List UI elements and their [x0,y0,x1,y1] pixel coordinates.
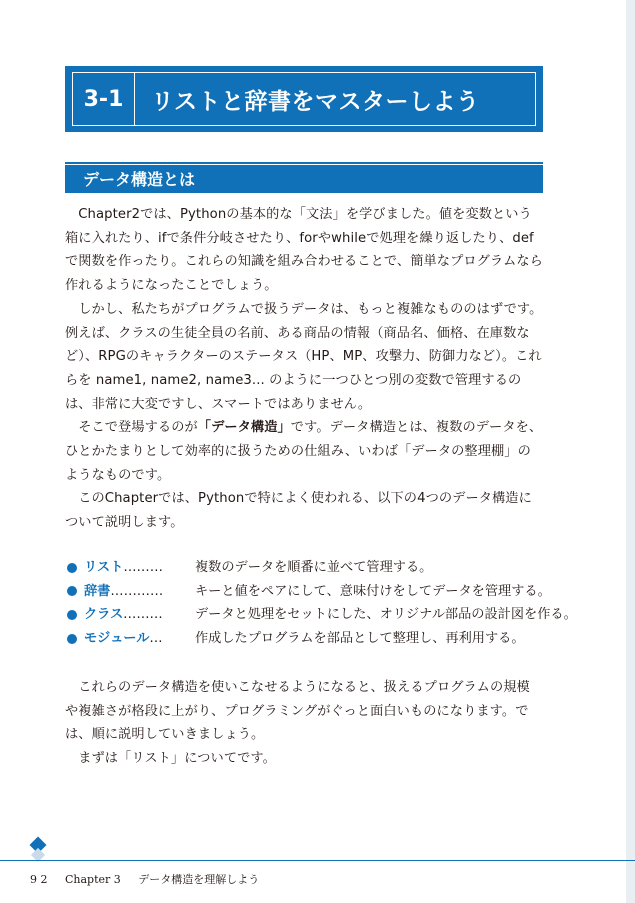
section-number: 3-1 [73,73,135,125]
footer-chapter: Chapter 3 [65,873,121,886]
paragraph: まずは「リスト」についてです。 [78,751,276,767]
leader-dots: ……… [123,607,163,623]
list-term: リスト [84,560,124,575]
running-footer [30,871,273,887]
leader-dots: ………… [110,583,164,599]
bullet-icon [67,610,77,620]
paragraph: しかし、私たちがプログラムで扱うデータは、もっと複雑なもののはずです。例えば、クラスの生徒全員の名前、ある商品の情報（商品名、価格、在庫数など）、RPGのキャラクターのステータス（HP、MP、攻撃力、防御力など）。これらを name1, name2, name3... のように一つひとつ別の変数で管理するのは、非常に大変ですし、スマートではありません。 [65,301,543,412]
section-header [65,66,543,132]
emphasis-term: 「データ構造」 [197,420,291,436]
closing-text [65,676,543,771]
list-item [67,627,543,651]
page-number: 9 2 [30,873,48,886]
paragraph-text: そこで登場するのが [78,420,198,436]
list-term: クラス [84,607,124,623]
footer-chapter-title: データ構造を理解しよう [138,873,260,886]
footer-rule [0,860,635,861]
leader-dots: ……… [123,560,163,575]
section-header-frame [72,72,536,126]
bullet-icon [67,563,77,573]
paragraph: Chapter2では、Pythonの基本的な「文法」を学びました。値を変数という箱に入れたり、ifで条件分岐させたり、forやwhileで処理を繰り返したり、defで関数を作ったり。これらの知識を組み合わせることで、簡単なプログラムなら作れるようになったことでしょう。 [65,207,543,294]
subheading-title: データ構造とは [83,170,196,189]
list-item [67,603,577,627]
bullet-icon [67,586,77,596]
page-edge [626,0,635,903]
list-description: キーと値をペアにして、意味付けをしてデータを管理する。 [195,583,551,599]
paragraph: これらのデータ構造を使いこなせるようになると、扱えるプログラムの規模や複雑さが格段に上がり、プログラミングがぐっと面白いものになります。では、順に説明していきましょう。 [65,680,530,743]
subheading-rule [65,164,543,165]
list-item [67,580,551,604]
intro-text [65,203,543,535]
list-item [67,556,543,580]
section-title: リストと辞書をマスターしよう [151,88,480,115]
bullet-icon [67,634,77,644]
data-structure-list [67,556,577,650]
list-term: 辞書 [84,583,111,599]
list-description: 作成したプログラムを部品として整理し、再利用する。 [195,630,525,646]
list-term: モジュール [84,630,150,646]
paragraph-text: です。データ構造とは、複数のデータを、ひとかたまりとして効率的に扱うための仕組み、いわば「データの整理棚」のようなものです。 [65,420,543,483]
leader-dots: … [149,630,163,646]
list-description: 複数のデータを順番に並べて管理する。 [195,560,433,575]
paragraph: このChapterでは、Pythonで特によく使われる、以下の4つのデータ構造について説明します。 [65,491,532,531]
paragraph [65,416,543,487]
list-description: データと処理をセットにした、オリジナル部品の設計図を作る。 [195,607,577,623]
subheading-bar [65,162,543,193]
